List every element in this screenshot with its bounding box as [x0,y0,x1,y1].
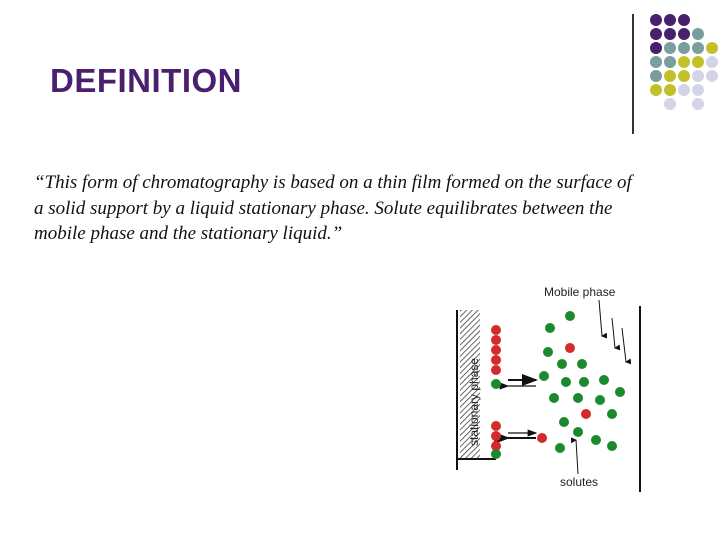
decor-dot [664,56,676,68]
chromatography-diagram [436,278,656,494]
decor-dot [664,98,676,110]
column-right-wall [639,306,641,492]
decor-dot [706,56,718,68]
decor-dot [664,14,676,26]
decor-dot [650,28,662,40]
mobile-phase-arrow [622,328,626,362]
decor-dot [678,84,690,96]
decor-dot [664,42,676,54]
solutes-pointer [576,440,578,474]
decor-dot [678,56,690,68]
decor-dot [664,28,676,40]
decor-dot [650,84,662,96]
solutes-label: solutes [560,475,599,489]
bound-solutes [491,325,501,459]
decor-dot [706,70,718,82]
decor-dot [678,42,690,54]
decor-dot [664,70,676,82]
mobile-phase-arrow [599,300,602,336]
decor-divider [632,14,634,134]
decor-dot [650,42,662,54]
decor-dot [678,70,690,82]
decor-dot [650,70,662,82]
decor-dot-grid [640,4,728,130]
stationary-phase-label: stationary phase [467,357,481,446]
decor-dot [692,84,704,96]
column-left-wall [456,310,458,470]
diagram-svg [436,278,656,494]
decor-dot [650,14,662,26]
mobile-phase-label: Mobile phase [544,285,616,299]
free-solutes [537,311,625,453]
decor-dot [692,56,704,68]
decor-dot [692,70,704,82]
definition-quote: “This form of chromatography is based on a thin film formed on the surface of a solid support by a liquid stationary phase. Solute equilibrates between the mobile phase and the stationary liquid.” [34,172,632,244]
decor-dot [692,28,704,40]
slide-title: DEFINITION [50,62,242,99]
decor-dot [678,28,690,40]
column-floor [458,458,496,460]
decor-dot [706,42,718,54]
decor-dot [692,98,704,110]
mobile-phase-arrow [612,318,615,348]
decor-dot [664,84,676,96]
decor-dot [678,14,690,26]
decor-dot [650,56,662,68]
decor-dot [692,42,704,54]
